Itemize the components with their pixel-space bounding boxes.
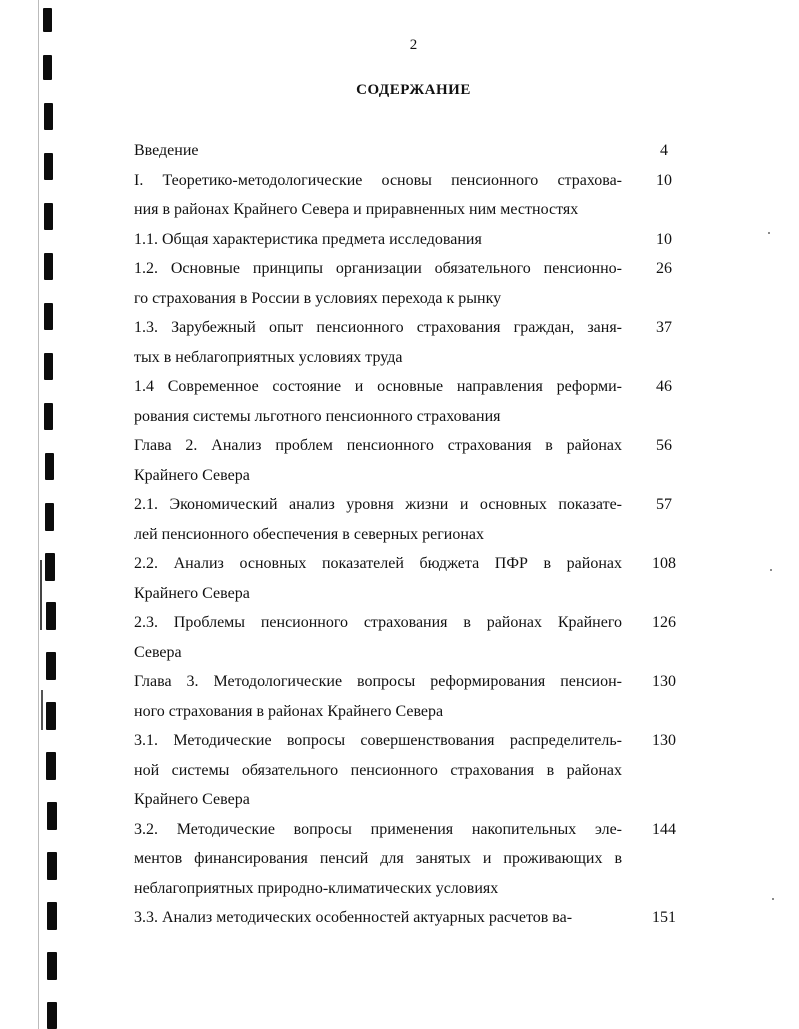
- toc-entry-page: 108: [652, 555, 676, 572]
- toc-entry-page: 151: [652, 909, 676, 926]
- toc-entry-page: 144: [652, 820, 676, 838]
- toc-entry-line: 1.3. Зарубежный опыт пенсионного страхования граждан, заня-: [134, 319, 622, 336]
- toc-entry-page: 10: [656, 171, 672, 189]
- toc-entry-line: ного страхования в районах Крайнего Севера: [134, 702, 444, 720]
- toc-entry-title: [134, 667, 622, 726]
- toc-entry-page: 26: [656, 260, 672, 277]
- toc-entry-line: 2.1. Экономический анализ уровня жизни и основных показате-: [134, 496, 622, 513]
- binding-marks: [38, 0, 68, 1029]
- toc-entry-line: 3.2. Методические вопросы применения накопительных эле-: [134, 820, 622, 838]
- toc-entry-title: [134, 166, 622, 225]
- toc-entry-line: Крайнего Севера: [134, 466, 250, 484]
- toc-entry-line: ной системы обязательного пенсионного страхования в районах: [134, 761, 622, 779]
- toc-entry-line: ния в районах Крайнего Севера и приравненных ним местностях: [134, 201, 579, 218]
- toc-entry-line: I. Теоретико-методологические основы пенсионного страхова-: [134, 171, 622, 189]
- toc-entry-title: [134, 608, 622, 667]
- toc-entry-title: [134, 903, 622, 933]
- toc-entry-title: [134, 136, 622, 166]
- toc-entry-page: 126: [652, 614, 676, 631]
- toc-entry-page: 57: [656, 496, 672, 513]
- toc-entry-line: Севера: [134, 643, 182, 661]
- toc-entry-line: неблагоприятных природно-климатических условиях: [134, 879, 499, 897]
- toc-entry-line: 1.2. Основные принципы организации обязательного пенсионно-: [134, 260, 622, 277]
- toc-entry-line: Крайнего Севера: [134, 791, 250, 808]
- toc-entry-line: Введение: [134, 142, 199, 159]
- toc-entry-line: Крайнего Севера: [134, 584, 250, 602]
- toc-entry-line: Глава 2. Анализ проблем пенсионного страхования в районах: [134, 437, 622, 454]
- toc-entry-title: [134, 726, 622, 815]
- toc-entry-line: 1.4 Современное состояние и основные направления реформи-: [134, 378, 622, 395]
- toc-entry-title: [134, 254, 622, 313]
- toc-entry-page: 46: [656, 378, 672, 395]
- toc-entry-line: 1.1. Общая характеристика предмета исследования: [134, 230, 482, 248]
- toc-entry-line: Глава 3. Методологические вопросы реформирования пенсион-: [134, 673, 622, 690]
- scan-speck: [768, 232, 770, 234]
- toc-entry-page: 56: [656, 437, 672, 454]
- toc-entry-line: тых в неблагоприятных условиях труда: [134, 348, 403, 366]
- toc-entry-title: [134, 815, 622, 904]
- toc-entry-line: ментов финансирования пенсий для занятых и проживающих в: [134, 850, 622, 867]
- scan-speck: [770, 569, 772, 571]
- toc-entry-title: [134, 431, 622, 490]
- toc-entry-page: 37: [656, 319, 672, 336]
- toc-entry-line: 2.3. Проблемы пенсионного страхования в районах Крайнего: [134, 614, 622, 631]
- toc-entry-line: 2.2. Анализ основных показателей бюджета ПФР в районах: [134, 555, 622, 572]
- toc-entry-title: [134, 372, 622, 431]
- toc-entry-page: 4: [660, 142, 668, 159]
- toc-entry-page: 130: [652, 732, 676, 749]
- toc-entry-title: [134, 313, 622, 372]
- toc-entry-title: [134, 225, 622, 255]
- toc-entry-title: [134, 549, 622, 608]
- toc-entry-page: 130: [652, 673, 676, 690]
- page-number: 2: [409, 37, 418, 53]
- toc-entry-line: рования системы льготного пенсионного страхования: [134, 407, 501, 425]
- toc-entry-line: лей пенсионного обеспечения в северных регионах: [134, 525, 484, 543]
- toc-entry-page: 10: [656, 230, 672, 248]
- toc-entry-line: 3.1. Методические вопросы совершенствования распределитель-: [134, 732, 622, 749]
- toc-entry-title: [134, 490, 622, 549]
- toc-title: СОДЕРЖАНИЕ: [356, 82, 471, 98]
- toc-entry-line: 3.3. Анализ методических особенностей актуарных расчетов ва-: [134, 909, 573, 926]
- toc-entry-line: го страхования в России в условиях перехода к рынку: [134, 289, 502, 307]
- scan-speck: [772, 898, 774, 900]
